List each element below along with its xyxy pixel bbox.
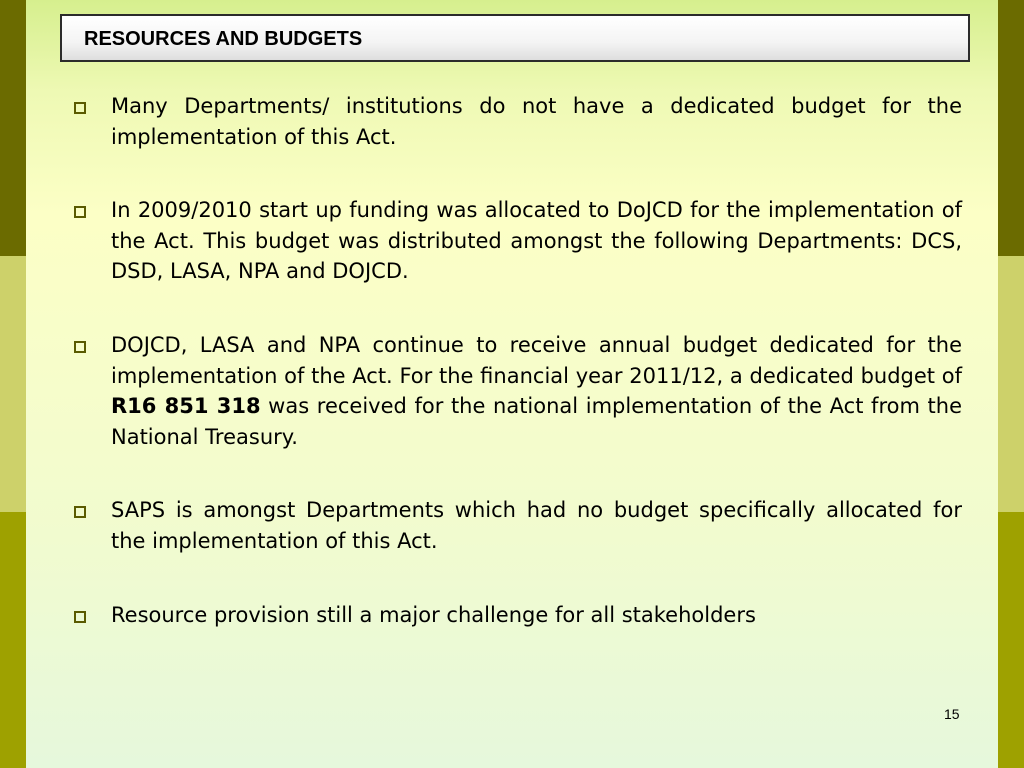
left-decorative-bar <box>0 0 26 768</box>
bullet-text: In 2009/2010 start up funding was allocated to DoJCD for the implementation of the Act. This budget was distributed amongst the following Departments: DCS, DSD, LASA, NPA and DOJCD. <box>111 198 962 284</box>
square-bullet-icon <box>74 611 86 623</box>
square-bullet-icon <box>74 206 86 218</box>
right-bar-segment-dark <box>998 0 1024 256</box>
right-decorative-bar <box>998 0 1024 768</box>
page-number: 15 <box>944 706 960 722</box>
square-bullet-icon <box>74 341 86 353</box>
bullet-item <box>72 330 962 452</box>
bullet-item <box>72 195 962 287</box>
budget-amount: R16 851 318 <box>111 394 261 419</box>
bullet-item <box>72 495 962 556</box>
bullet-text-before: DOJCD, LASA and NPA continue to receive annual budget dedicated for the implementation of the Act. For the financial year 2011/12, a dedicated budget of <box>111 332 962 388</box>
right-bar-segment-light <box>998 256 1024 512</box>
bullet-text <box>111 330 962 452</box>
bullet-item <box>72 91 962 152</box>
square-bullet-icon <box>74 102 86 114</box>
bullet-text: SAPS is amongst Departments which had no budget specifically allocated for the implementation of this Act. <box>111 498 962 553</box>
square-bullet-icon <box>74 506 86 518</box>
bullet-list <box>72 91 962 630</box>
slide-title-box <box>60 14 970 62</box>
left-bar-segment-mid <box>0 512 26 768</box>
bullet-item <box>72 600 962 631</box>
bullet-text-after: was received for the national implementation of the Act from the National Treasury. <box>111 394 962 449</box>
slide-title: RESOURCES AND BUDGETS <box>84 28 363 50</box>
left-bar-segment-light <box>0 256 26 512</box>
bullet-text: Many Departments/ institutions do not have a dedicated budget for the implementation of this Act. <box>111 94 962 149</box>
bullet-text: Resource provision still a major challenge for all stakeholders <box>111 602 756 627</box>
right-bar-segment-mid <box>998 512 1024 768</box>
left-bar-segment-dark <box>0 0 26 256</box>
